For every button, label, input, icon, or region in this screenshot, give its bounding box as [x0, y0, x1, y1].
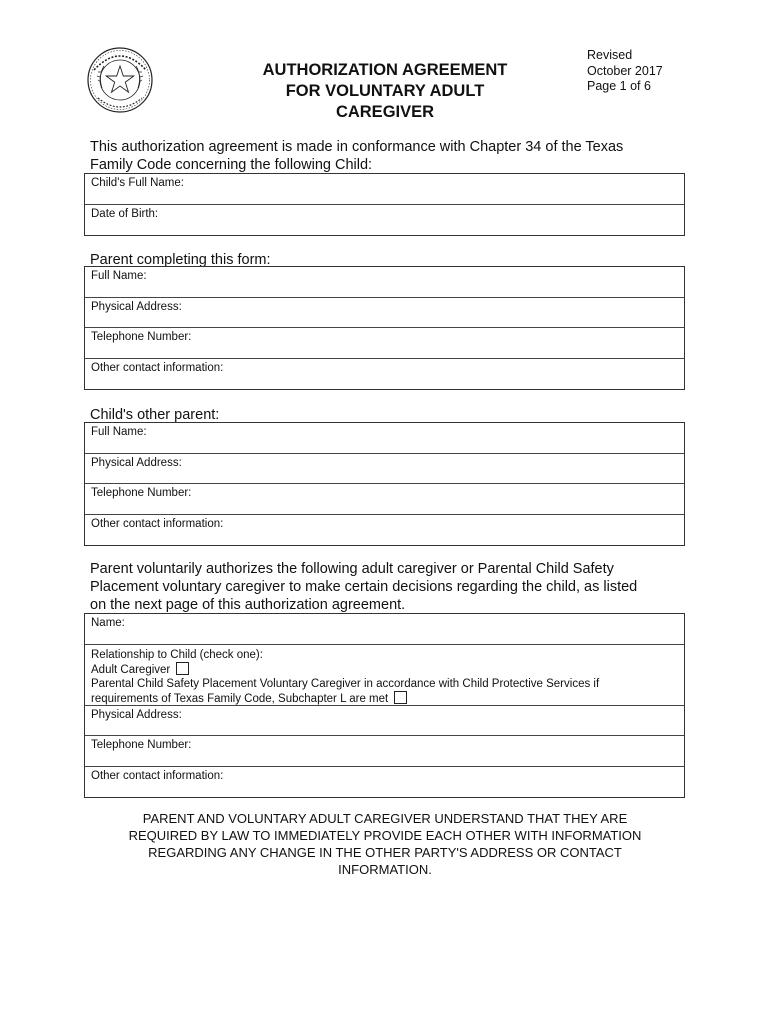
caregiver-name-field[interactable]	[85, 614, 684, 645]
pcsp-caregiver-checkbox[interactable]	[394, 691, 407, 704]
other-parent-address-label: Physical Address:	[91, 456, 182, 469]
notice-line-4: INFORMATION.	[338, 862, 432, 877]
notice-line-2: REQUIRED BY LAW TO IMMEDIATELY PROVIDE EACH OTHER WITH INFORMATION	[128, 828, 642, 843]
caregiver-other-contact-field[interactable]	[85, 767, 684, 798]
child-full-name-label: Child's Full Name:	[91, 177, 184, 189]
state-seal-icon	[86, 46, 154, 114]
other-parent-section-heading: Child's other parent:	[90, 407, 220, 423]
caregiver-phone-field[interactable]	[85, 736, 684, 767]
intro-paragraph	[90, 138, 690, 174]
parent-phone-label: Telephone Number:	[91, 331, 192, 343]
parent-address-field[interactable]	[85, 298, 684, 329]
child-full-name-field[interactable]	[85, 174, 684, 205]
caregiver-intro-line-2: Placement voluntary caregiver to make certain decisions regarding the child, as listed	[90, 579, 638, 595]
revised-date: October 2017	[587, 63, 663, 78]
parent-section-heading: Parent completing this form:	[90, 252, 271, 268]
document-title	[240, 60, 530, 123]
parent-full-name-label: Full Name:	[91, 270, 147, 282]
adult-caregiver-checkbox[interactable]	[176, 662, 189, 675]
option-pcsp-line-2: requirements of Texas Family Code, Subchapter L are met	[91, 692, 389, 705]
title-line-3: CAREGIVER	[335, 103, 435, 121]
caregiver-intro-line-1: Parent voluntarily authorizes the following adult caregiver or Parental Child Safety	[90, 561, 614, 577]
other-parent-other-contact-label: Other contact information:	[91, 517, 224, 530]
child-dob-field[interactable]	[85, 205, 684, 236]
parent-other-contact-field[interactable]	[85, 359, 684, 390]
option-pcsp-line-1: Parental Child Safety Placement Voluntary Caregiver in accordance with Child Protective Services if	[91, 677, 600, 690]
parent-info-box	[84, 266, 685, 390]
caregiver-intro-paragraph	[90, 560, 690, 614]
parent-phone-field[interactable]	[85, 328, 684, 359]
parent-other-contact-label: Other contact information:	[91, 361, 224, 374]
relationship-field	[85, 645, 684, 706]
caregiver-address-label: Physical Address:	[91, 708, 182, 721]
caregiver-intro-line-3: on the next page of this authorization agreement.	[90, 597, 406, 613]
relationship-label: Relationship to Child (check one):	[91, 648, 263, 661]
other-parent-phone-field[interactable]	[85, 484, 684, 515]
other-parent-full-name-field[interactable]	[85, 423, 684, 454]
notice-line-1: PARENT AND VOLUNTARY ADULT CAREGIVER UNDERSTAND THAT THEY ARE	[142, 811, 628, 826]
revision-info	[587, 48, 663, 95]
other-parent-full-name-label: Full Name:	[91, 426, 147, 438]
other-parent-other-contact-field[interactable]	[85, 515, 684, 546]
caregiver-address-field[interactable]	[85, 706, 684, 737]
child-info-box	[84, 173, 685, 236]
option-adult-caregiver-label: Adult Caregiver	[91, 663, 171, 676]
other-parent-address-field[interactable]	[85, 454, 684, 485]
other-parent-phone-label: Telephone Number:	[91, 487, 192, 499]
page-number: Page 1 of 6	[587, 79, 651, 93]
parent-full-name-field[interactable]	[85, 267, 684, 298]
parent-address-label: Physical Address:	[91, 300, 182, 313]
child-dob-label: Date of Birth:	[91, 207, 159, 220]
title-line-2: FOR VOLUNTARY ADULT	[285, 82, 485, 100]
notice-line-3: REGARDING ANY CHANGE IN THE OTHER PARTY'S ADDRESS OR CONTACT	[148, 845, 622, 860]
caregiver-phone-label: Telephone Number:	[91, 739, 192, 751]
option-pcsp-line-2-wrap	[91, 691, 678, 706]
caregiver-info-box	[84, 613, 685, 798]
option-adult-caregiver	[91, 662, 678, 677]
caregiver-other-contact-label: Other contact information:	[91, 769, 224, 782]
caregiver-name-label: Name:	[91, 617, 125, 629]
title-line-1: AUTHORIZATION AGREEMENT	[262, 61, 508, 79]
legal-notice	[95, 810, 675, 878]
revised-label: Revised	[587, 48, 633, 62]
intro-line-1: This authorization agreement is made in conformance with Chapter 34 of the Texas	[90, 139, 624, 155]
intro-line-2: Family Code concerning the following Child:	[90, 157, 373, 173]
other-parent-info-box	[84, 422, 685, 546]
